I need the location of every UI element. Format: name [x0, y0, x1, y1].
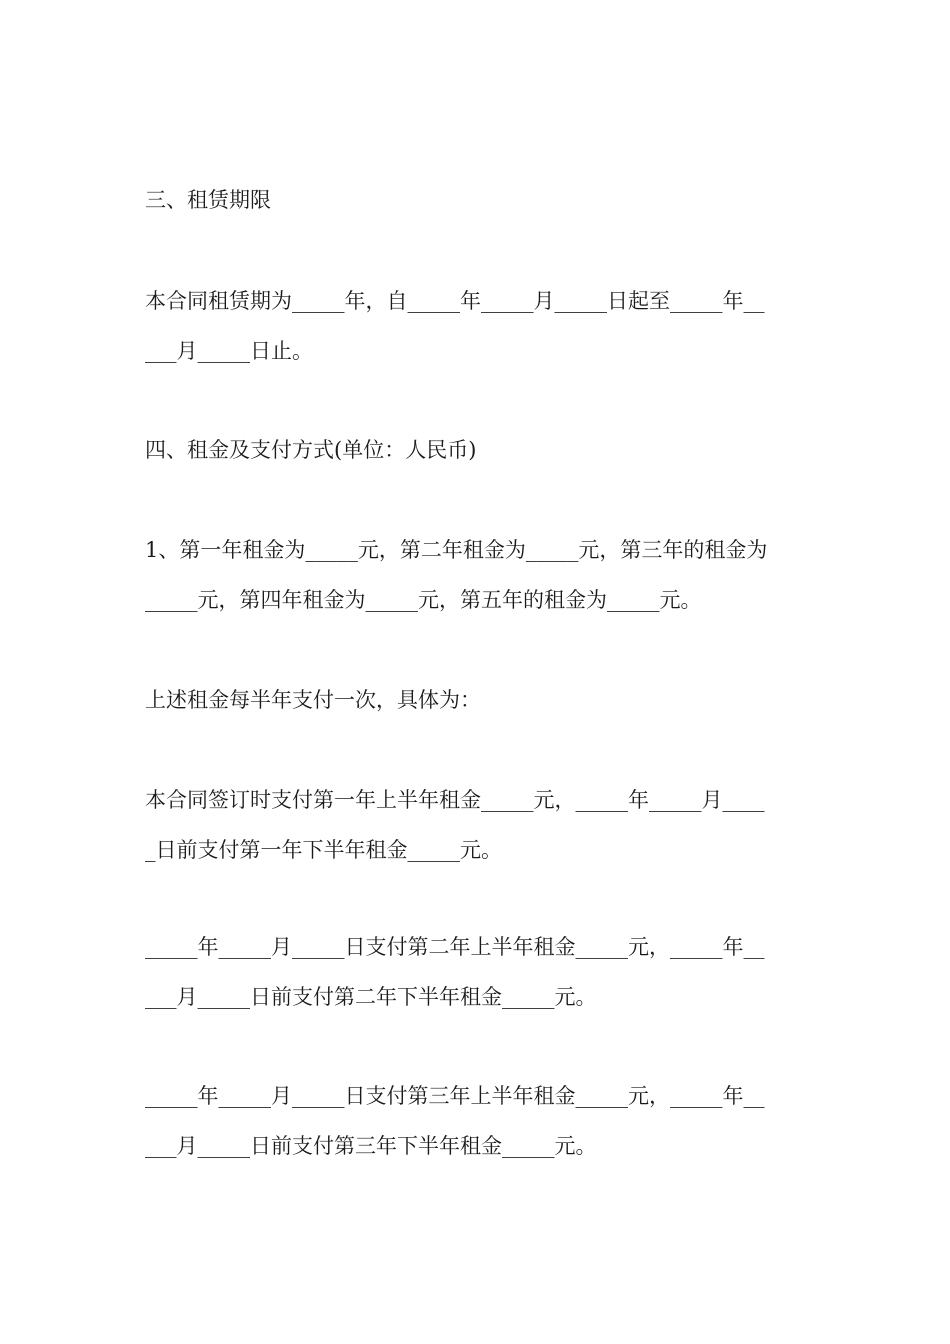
year-3-payment-line-1: _____年_____月_____日支付第三年上半年租金_____元，_____年__ [145, 1084, 765, 1108]
payment-intro-text: 上述租金每半年支付一次，具体为： [145, 688, 481, 712]
year-3-payment-line-2: ___月_____日前支付第三年下半年租金_____元。 [145, 1134, 597, 1158]
section-4-heading-text: 四、租金及支付方式(单位：人民币) [145, 438, 477, 462]
year-3-payment-paragraph [145, 1071, 810, 1171]
section-3-heading [145, 175, 810, 225]
section-3-heading-text: 三、租赁期限 [145, 188, 271, 212]
rent-amounts-line-2: _____元，第四年租金为_____元，第五年的租金为_____元。 [145, 588, 702, 612]
year-2-payment-line-1: _____年_____月_____日支付第二年上半年租金_____元，_____年__ [145, 935, 765, 959]
section-4-heading [145, 425, 810, 475]
year-1-payment-line-2: _日前支付第一年下半年租金_____元。 [145, 838, 502, 862]
payment-intro-paragraph [145, 675, 810, 725]
lease-term-paragraph [145, 276, 810, 376]
year-1-payment-paragraph [145, 775, 810, 875]
year-2-payment-line-2: ___月_____日前支付第二年下半年租金_____元。 [145, 985, 597, 1009]
year-2-payment-paragraph [145, 922, 810, 1022]
year-1-payment-line-1: 本合同签订时支付第一年上半年租金_____元，_____年_____月____ [145, 788, 765, 812]
rent-amounts-paragraph [145, 525, 810, 625]
lease-term-line-1: 本合同租赁期为_____年，自_____年_____月_____日起至_____年__ [145, 289, 765, 313]
lease-term-line-2: ___月_____日止。 [145, 339, 313, 363]
rent-amounts-line-1: 1、第一年租金为_____元，第二年租金为_____元，第三年的租金为 [145, 538, 768, 562]
